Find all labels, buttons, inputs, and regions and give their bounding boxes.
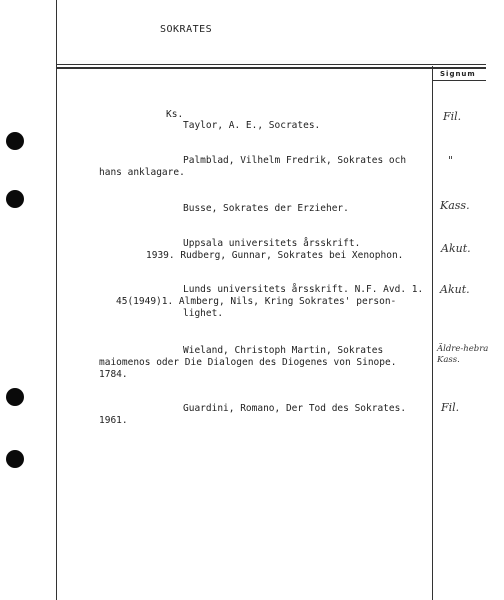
entry-line: Taylor, A. E., Socrates.	[183, 120, 321, 131]
entry-line: 1784.	[99, 369, 128, 380]
signum-mark: Fil.	[443, 110, 462, 123]
punch-hole	[6, 190, 24, 208]
entry-line: 1939. Rudberg, Gunnar, Sokrates bei Xenophon.	[146, 250, 404, 261]
signum-mark: Akut.	[441, 242, 471, 255]
entry-line: 45(1949)1. Almberg, Nils, Kring Sokrates' person-	[116, 296, 397, 307]
signum-mark: "	[448, 154, 454, 167]
header-rule	[56, 64, 486, 65]
punch-hole	[6, 132, 24, 150]
entry-line: 1961.	[99, 415, 128, 426]
signum-mark: Kass.	[440, 199, 470, 212]
entry-line: Lunds universitets årsskrift. N.F. Avd. 1.	[183, 284, 424, 295]
left-margin-rule	[56, 0, 57, 600]
card-heading: SOKRATES	[160, 24, 213, 35]
entry-line: Wieland, Christoph Martin, Sokrates	[183, 345, 384, 356]
signum-mark: Akut.	[440, 283, 470, 296]
signum-mark: Äldre-hebra Kass.	[437, 344, 489, 365]
entry-line: maiomenos oder Die Dialogen des Diogenes von Sinope.	[99, 357, 397, 368]
punch-hole	[6, 450, 24, 468]
signum-column-rule	[432, 66, 433, 600]
header-rule-thick	[56, 67, 486, 69]
signum-mark: Fil.	[441, 401, 460, 414]
signum-header: Signum	[440, 70, 476, 78]
signum-header-rule	[432, 80, 486, 81]
punch-hole	[6, 388, 24, 406]
entry-line: Busse, Sokrates der Erzieher.	[183, 203, 349, 214]
entry-line: Uppsala universitets årsskrift.	[183, 238, 361, 249]
entry-prefix: Ks.	[166, 109, 184, 120]
entry-line: hans anklagare.	[99, 167, 185, 178]
entry-line: Guardini, Romano, Der Tod des Sokrates.	[183, 403, 407, 414]
entry-line: Palmblad, Vilhelm Fredrik, Sokrates och	[183, 155, 407, 166]
entry-line: lighet.	[183, 308, 224, 319]
